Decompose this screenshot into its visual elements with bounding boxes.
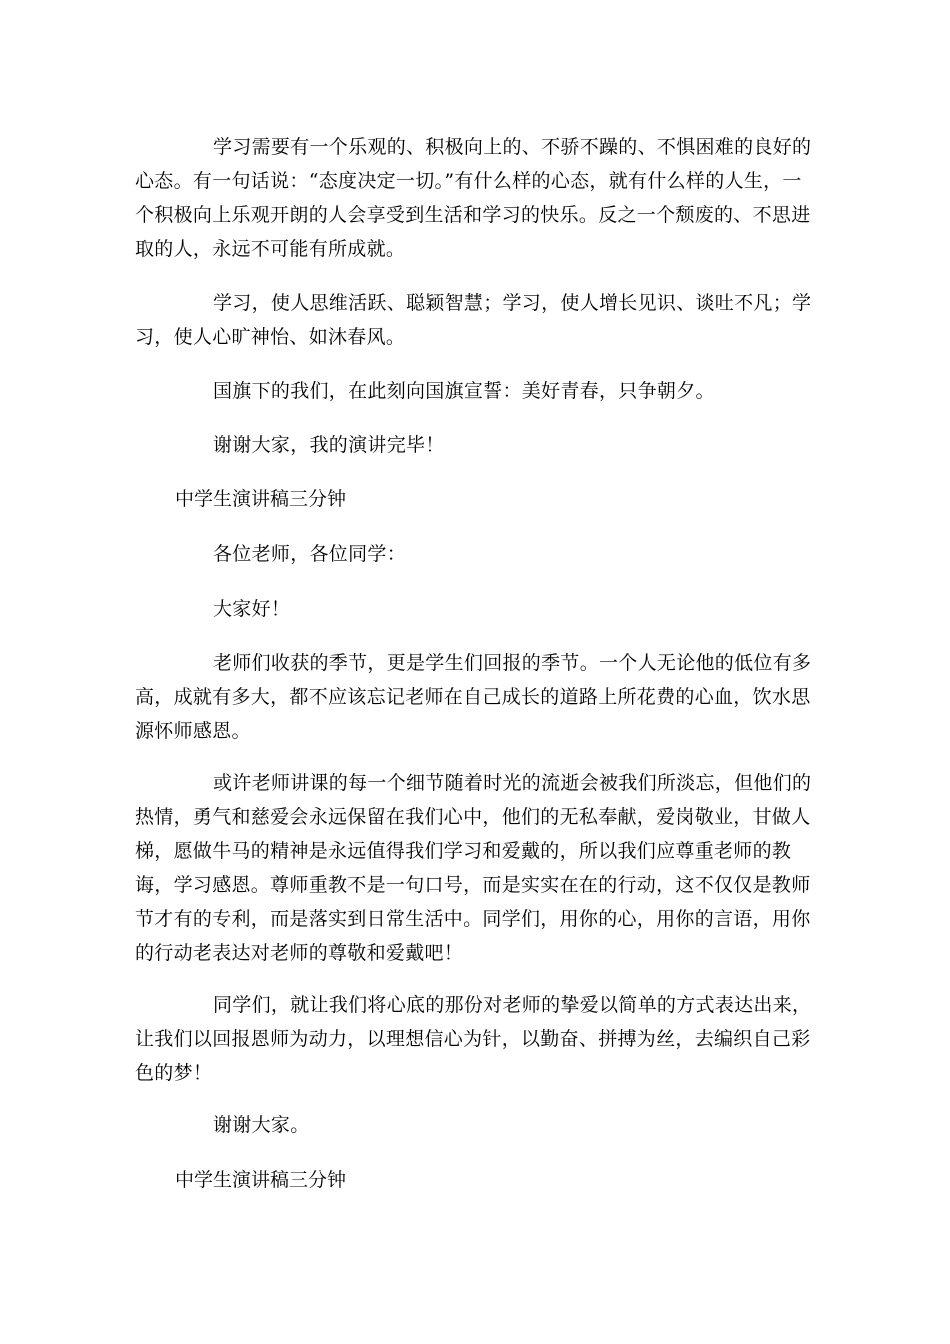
paragraph-thanks-end: 谢谢大家，我的演讲完毕！ [213, 434, 445, 456]
paragraph-harvest-season: 老师们收获的季节，更是学生们回报的季节。一个人无论他的低位有多高，成就有多大，都不应该忘记老师在自己成长的道路上所花费的心血，饮水思源怀师感恩。 [135, 652, 812, 742]
paragraph-thanks: 谢谢大家。 [213, 1114, 310, 1136]
paragraph-teacher-details: 或许老师讲课的每一个细节随着时光的流逝会被我们所淡忘，但他们的热情，勇气和慈爱会永远保留在我们心中，他们的无私奉献，爱岗敬业，甘做人梯，愿做牛马的精神是永远值得我们学习和爱戴的，所以我们应尊重老师的教诲，学习感恩。尊师重教不是一句口号，而是实实在在的行动，这不仅仅是教师节才有的专利，而是落实到日常生活中。同学们，用你的心，用你的言语，用你的行动老表达对老师的尊敬和爱戴吧！ [135, 772, 812, 964]
paragraph-attitude: 学习需要有一个乐观的、积极向上的、不骄不躁的、不惧困难的良好的心态。有一句话说：“态度决定一切。”有什么样的心态，就有什么样的人生，一个积极向上乐观开朗的人会享受到生活和学习的快乐。反之一个颓废的、不思进取的人，永远不可能有所成就。 [135, 136, 812, 260]
section-heading: 中学生演讲稿三分钟 [175, 1169, 347, 1191]
paragraph-learning: 学习，使人思维活跃、聪颖智慧；学习，使人增长见识、谈吐不凡；学习，使人心旷神怡、如沐春风。 [135, 292, 812, 348]
paragraph-flag-oath: 国旗下的我们，在此刻向国旗宣誓：美好青春，只争朝夕。 [213, 380, 715, 402]
paragraph-express-love: 同学们，就让我们将心底的那份对老师的挚爱以简单的方式表达出来，让我们以回报恩师为动力，以理想信心为针，以勤奋、拼搏为丝，去编织自己彩色的梦！ [135, 994, 812, 1084]
paragraph-greeting-audience: 各位老师，各位同学： [213, 543, 407, 565]
paragraph-hello: 大家好！ [213, 598, 291, 620]
section-heading: 中学生演讲稿三分钟 [175, 488, 347, 510]
